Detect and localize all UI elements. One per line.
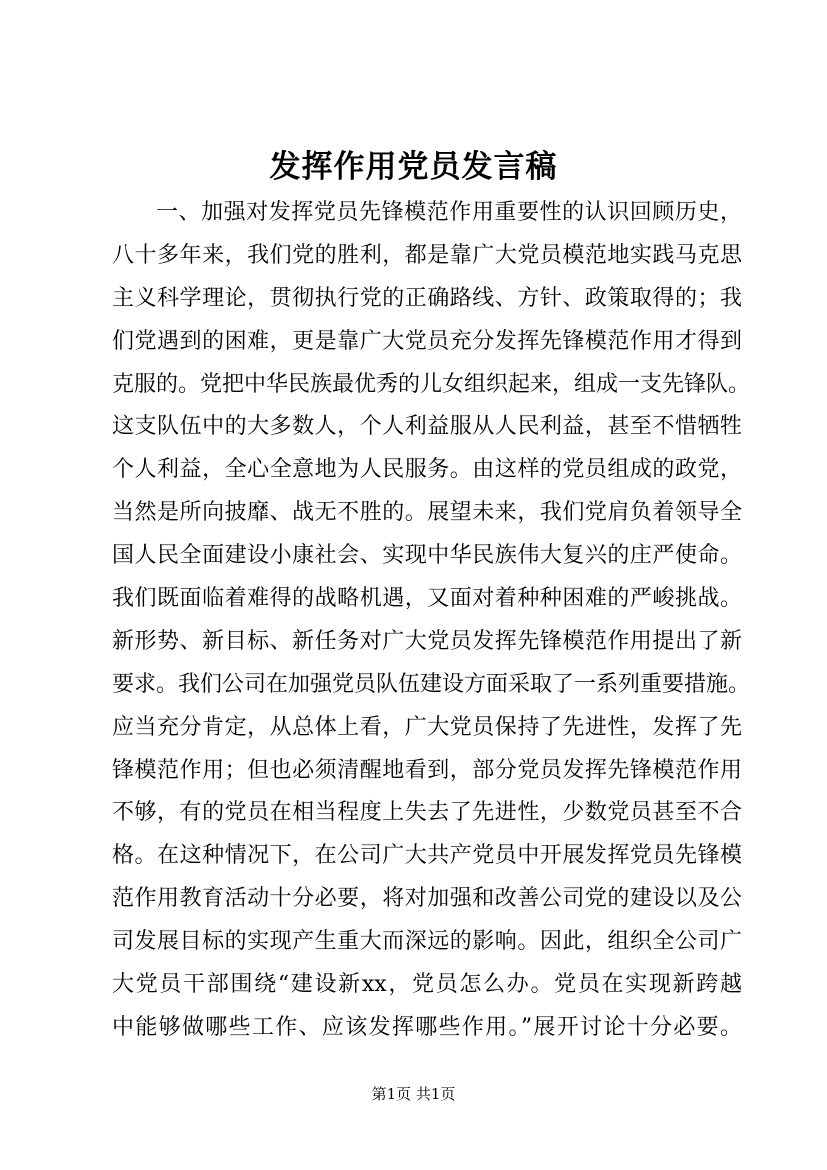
- body-line: 中能够做哪些工作、应该发挥哪些作用。”展开讨论十分必要。: [112, 1014, 742, 1040]
- body-line: 不够，有的党员在相当程度上失去了先进性，少数党员甚至不合: [112, 800, 742, 826]
- body-line: 主义科学理论，贯彻执行党的正确路线、方针、政策取得的；我: [112, 285, 742, 311]
- page-footer: 第1页 共1页: [371, 1085, 456, 1103]
- body-line: 当然是所向披靡、战无不胜的。展望未来，我们党肩负着领导全: [112, 500, 742, 526]
- body-line: 大党员干部围绕“建设新xx，党员怎么办。党员在实现新跨越: [112, 972, 742, 998]
- body-line: 这支队伍中的大多数人，个人利益服从人民利益，甚至不惜牺牲: [112, 414, 742, 440]
- body-line: 新形势、新目标、新任务对广大党员发挥先锋模范作用提出了新: [112, 628, 742, 654]
- document-title: 发挥作用党员发言稿: [269, 149, 558, 185]
- body-line: 范作用教育活动十分必要，将对加强和改善公司党的建设以及公: [112, 886, 742, 912]
- body-line: 应当充分肯定，从总体上看，广大党员保持了先进性，发挥了先: [112, 714, 742, 740]
- body-line: 锋模范作用；但也必须清醒地看到，部分党员发挥先锋模范作用: [112, 757, 742, 783]
- body-line: 们党遇到的困难，更是靠广大党员充分发挥先锋模范作用才得到: [112, 328, 742, 354]
- body-line: 个人利益，全心全意地为人民服务。由这样的党员组成的政党，: [112, 457, 742, 483]
- body-line: 要求。我们公司在加强党员队伍建设方面采取了一系列重要措施。: [112, 671, 751, 697]
- body-line: 我们既面临着难得的战略机遇，又面对着种种困难的严峻挑战。: [112, 586, 742, 612]
- body-line: 一、加强对发挥党员先锋模范作用重要性的认识回顾历史，: [156, 200, 742, 225]
- document-body: [112, 192, 751, 1050]
- body-line: 司发展目标的实现产生重大而深远的影响。因此，组织全公司广: [112, 929, 742, 955]
- body-line: 克服的。党把中华民族最优秀的儿女组织起来，组成一支先锋队。: [112, 371, 751, 397]
- body-line: 国人民全面建设小康社会、实现中华民族伟大复兴的庄严使命。: [112, 543, 742, 569]
- body-line: 八十多年来，我们党的胜利，都是靠广大党员模范地实践马克思: [112, 242, 742, 268]
- body-line: 格。在这种情况下，在公司广大共产党员中开展发挥党员先锋模: [112, 843, 742, 869]
